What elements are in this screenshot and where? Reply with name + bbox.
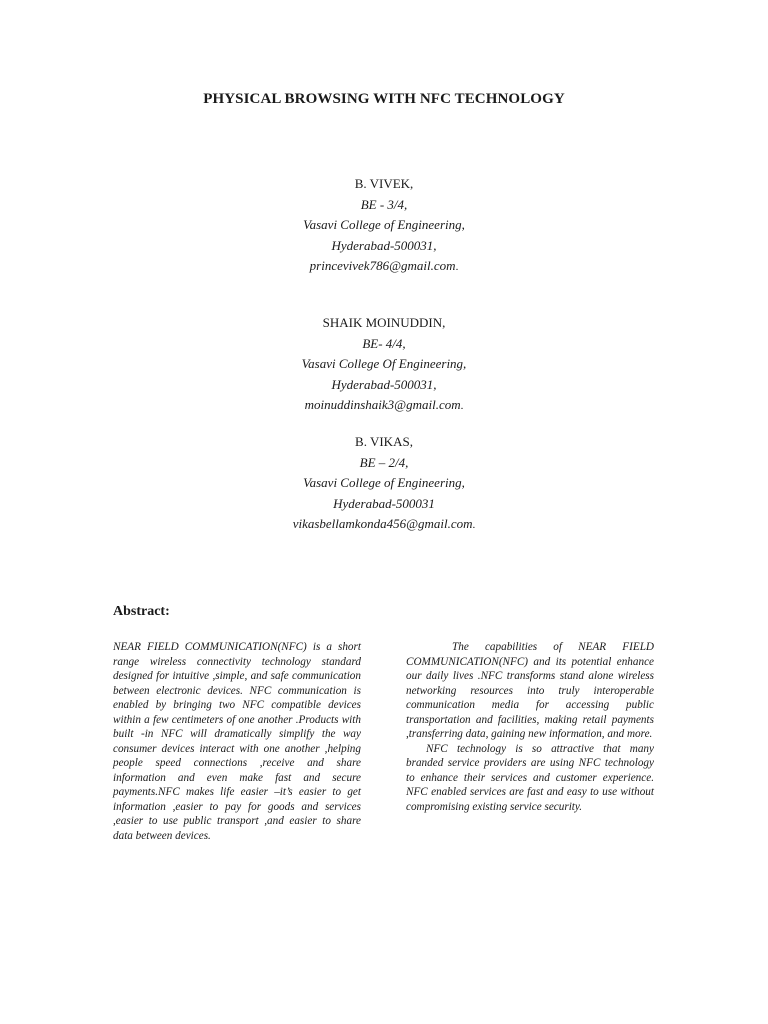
author-college: Vasavi College of Engineering, xyxy=(303,217,465,232)
author-email-line xyxy=(0,395,768,417)
author-email: vikasbellamkonda456@gmail.com xyxy=(292,516,473,531)
paper-title: PHYSICAL BROWSING WITH NFC TECHNOLOGY xyxy=(203,91,565,107)
author-name: B. VIKAS, xyxy=(355,434,413,449)
author-email: moinuddinshaik3@gmail.com xyxy=(304,397,461,412)
author-city: Hyderabad-500031 xyxy=(333,495,435,511)
author-email: princevivek786@gmail.com xyxy=(309,258,456,273)
author-email-suffix: . xyxy=(472,519,476,531)
author-year: BE- 4/4, xyxy=(362,335,406,351)
author-name: SHAIK MOINUDDIN, xyxy=(322,315,446,330)
author-college: Vasavi College Of Engineering, xyxy=(301,356,467,371)
abstract-paragraph: NFC technology is so attractive that many branded service providers are using NFC technology to enhance their services and customer experience. NFC enabled services are fast and easy to use without compromising existing service security. xyxy=(406,742,654,813)
author-year: BE - 3/4, xyxy=(360,196,408,212)
abstract-heading: Abstract: xyxy=(113,604,170,619)
author-block xyxy=(0,174,768,278)
author-block xyxy=(0,313,768,417)
author-email-suffix: . xyxy=(455,261,459,273)
author-block xyxy=(0,432,768,536)
author-name: B. VIVEK, xyxy=(354,176,414,191)
author-email-line xyxy=(0,256,768,278)
author-city: Hyderabad-500031, xyxy=(331,376,437,392)
abstract-paragraph: NEAR FIELD COMMUNICATION(NFC) is a short range wireless connectivity technology standard designed for intuitive ,simple, and safe communication between electronic devices. NFC communication is enabled by bringing two NFC compatible devices within a few centimeters of one another .Products with built -in NFC will dramatically simplify the way consumer devices interact with one another ,helping people speed connections ,receive and share information and even make fast and secure payments.NFC makes life easier –it’s easier to get information ,easier to pay for goods and services ,easier to use public transport ,and easier to share data between devices. xyxy=(113,641,361,842)
author-year: BE – 2/4, xyxy=(359,454,409,470)
author-email-line xyxy=(0,514,768,536)
author-college: Vasavi College of Engineering, xyxy=(303,475,465,490)
abstract-paragraph: The capabilities of NEAR FIELD COMMUNICATION(NFC) and its potential enhance our daily lives .NFC transforms stand alone wireless networking resources into truly interoperable communication media for accessing public transportation and facilities, making retail payments ,transferring data, gaining new information, and more. xyxy=(406,641,654,740)
author-email-suffix: . xyxy=(460,400,464,412)
author-city: Hyderabad-500031, xyxy=(331,237,437,253)
abstract-left-column xyxy=(113,640,361,843)
abstract-right-column xyxy=(406,640,654,814)
